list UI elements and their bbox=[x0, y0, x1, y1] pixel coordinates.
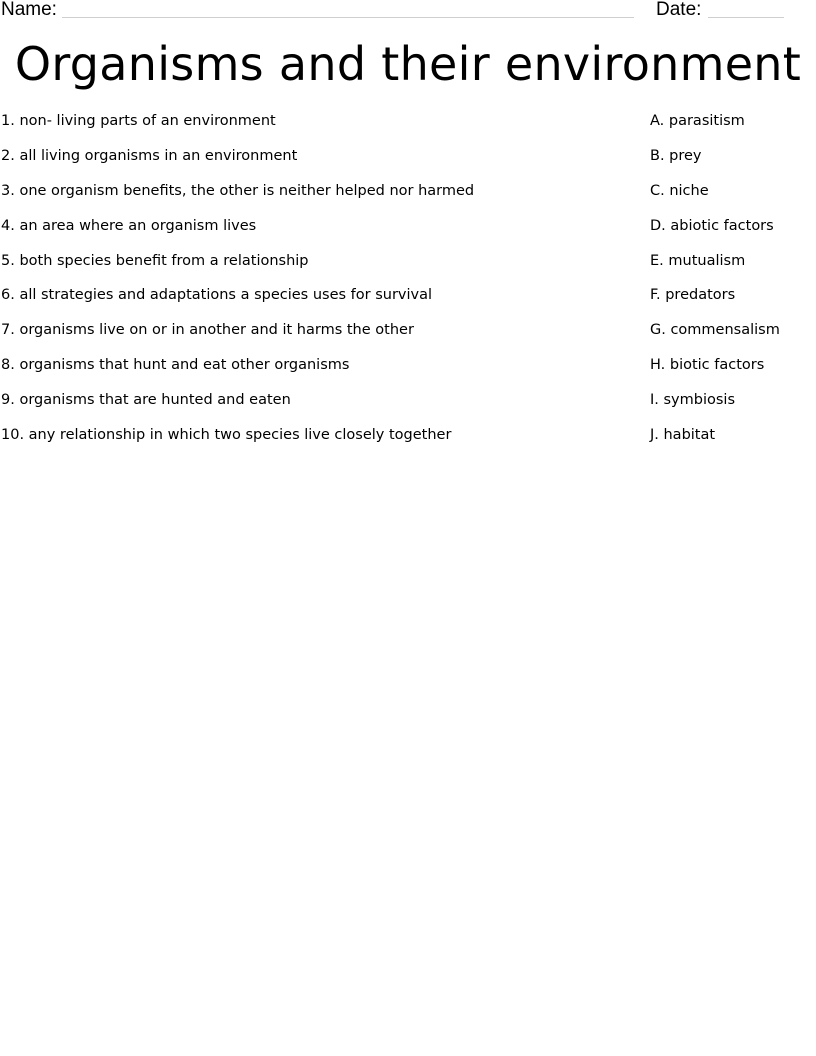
question-item: 2. all living organisms in an environment bbox=[1, 147, 298, 164]
answer-item: B. prey bbox=[650, 147, 702, 164]
name-blank-line bbox=[62, 17, 634, 18]
answer-item: J. habitat bbox=[650, 427, 716, 444]
answer-list bbox=[650, 111, 810, 460]
answer-item: A. parasitism bbox=[650, 113, 745, 129]
question-item: 7. organisms live on or in another and it harms the other bbox=[1, 322, 414, 339]
question-item: 3. one organism benefits, the other is neither helped nor harmed bbox=[1, 182, 475, 199]
question-item: 10. any relationship in which two species live closely together bbox=[1, 427, 452, 444]
answer-item: H. biotic factors bbox=[650, 357, 765, 374]
answer-item: D. abiotic factors bbox=[650, 217, 774, 234]
question-item: 5. both species benefit from a relationship bbox=[1, 252, 309, 269]
question-item: 6. all strategies and adaptations a species uses for survival bbox=[1, 287, 433, 304]
question-item: 8. organisms that hunt and eat other organisms bbox=[1, 357, 350, 374]
page-title: Organisms and their environment bbox=[14, 37, 802, 91]
answer-item: G. commensalism bbox=[650, 322, 780, 339]
answer-item: F. predators bbox=[650, 287, 736, 304]
question-item: 4. an area where an organism lives bbox=[1, 217, 257, 234]
date-label: Date: bbox=[656, 0, 702, 20]
name-label: Name: bbox=[1, 0, 57, 20]
answer-item: E. mutualism bbox=[650, 252, 746, 269]
question-list bbox=[1, 111, 621, 460]
question-item: 9. organisms that are hunted and eaten bbox=[1, 392, 291, 409]
question-item: 1. non- living parts of an environment bbox=[1, 113, 276, 129]
answer-item: I. symbiosis bbox=[650, 392, 735, 409]
answer-item: C. niche bbox=[650, 182, 709, 199]
header-row bbox=[0, 0, 816, 24]
date-blank-line bbox=[708, 17, 784, 18]
